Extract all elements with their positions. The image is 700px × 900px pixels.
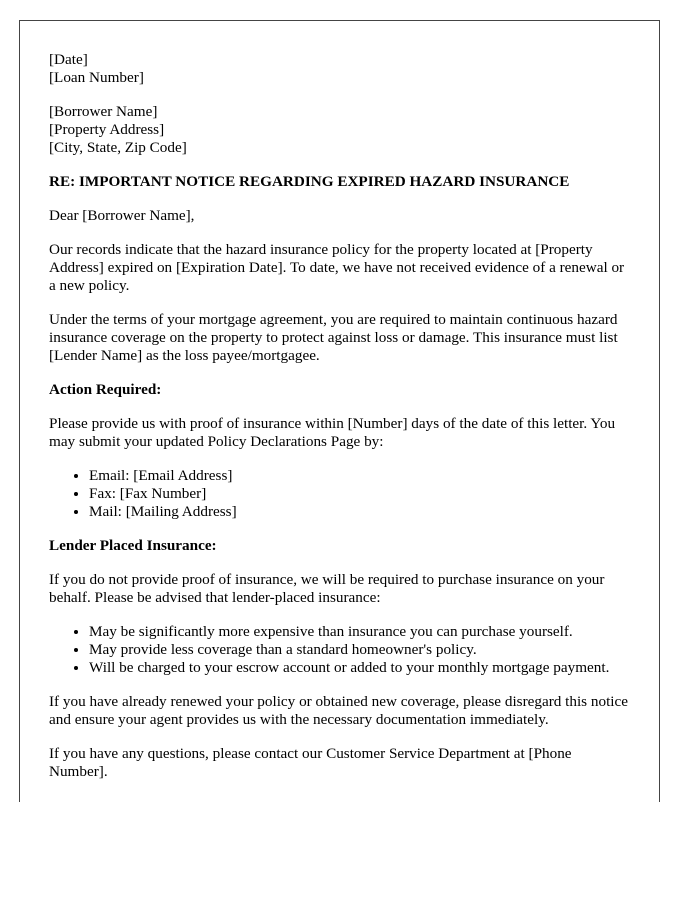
property-address: [Property Address] — [49, 121, 165, 138]
letter-page — [19, 20, 660, 802]
recipient-address-block — [49, 103, 629, 157]
submission-methods-list — [49, 467, 629, 521]
letter-body — [49, 51, 629, 797]
list-item-email: • Email: [Email Address] — [89, 467, 629, 485]
letter-header — [49, 51, 629, 87]
letter-date: [Date] — [49, 51, 88, 68]
paragraph-contact: If you have any questions, please contact our Customer Service Department at [Phone Number]. — [49, 745, 572, 780]
subject-line: RE: IMPORTANT NOTICE REGARDING EXPIRED HAZARD INSURANCE — [49, 173, 570, 190]
list-item-escrow-charge: • Will be charged to your escrow account or added to your monthly mortgage payment. — [89, 659, 629, 677]
paragraph-disregard: If you have already renewed your policy or obtained new coverage, please disregard this notice and ensure your agent provides us with the necessary documentation immediately. — [49, 693, 629, 728]
action-required-heading: Action Required: — [49, 381, 162, 398]
list-item-fax: • Fax: [Fax Number] — [89, 485, 629, 503]
action-required-text: Please provide us with proof of insurance within [Number] days of the date of this letter. You may submit your updated Policy Declarations Page by: — [49, 415, 616, 450]
lender-placed-heading: Lender Placed Insurance: — [49, 537, 217, 554]
paragraph-expired-policy: Our records indicate that the hazard insurance policy for the property located at [Property Address] expired on [Expiration Date]. To date, we have not received evidence of a renewal or a new policy. — [49, 241, 625, 294]
city-state-zip: [City, State, Zip Code] — [49, 139, 187, 156]
list-item-mail: • Mail: [Mailing Address] — [89, 503, 629, 521]
borrower-name: [Borrower Name] — [49, 103, 158, 120]
list-item-expensive: • May be significantly more expensive than insurance you can purchase yourself. — [89, 623, 629, 641]
lender-placed-points-list — [49, 623, 629, 677]
salutation: Dear [Borrower Name], — [49, 207, 195, 224]
loan-number: [Loan Number] — [49, 69, 144, 86]
paragraph-mortgage-terms: Under the terms of your mortgage agreement, you are required to maintain continuous hazard insurance coverage on the property to protect against loss or damage. This insurance must list [Lender Name] as the loss payee/mortgagee. — [49, 311, 618, 364]
list-item-less-coverage: • May provide less coverage than a standard homeowner's policy. — [89, 641, 629, 659]
lender-placed-text: If you do not provide proof of insurance, we will be required to purchase insurance on your behalf. Please be advised that lender-placed insurance: — [49, 571, 605, 606]
